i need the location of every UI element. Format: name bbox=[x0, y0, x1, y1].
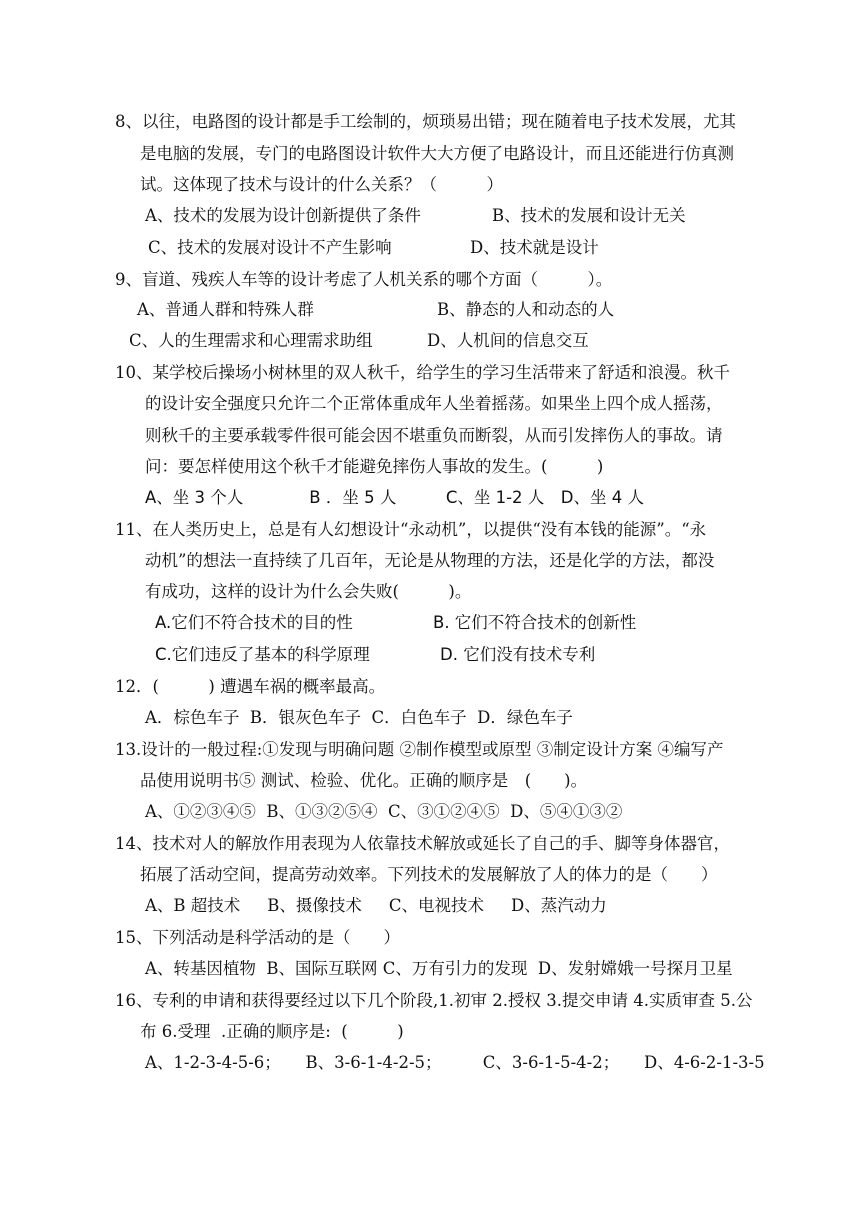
q13-stem-line-2: 品使用说明书⑤ 测试、检验、优化。正确的顺序是 ( )。 bbox=[140, 771, 588, 790]
q8-stem-line-3: 试。这体现了技术与设计的什么关系？（ ） bbox=[140, 175, 503, 194]
q10-stem-line-3: 则秋千的主要承载零件很可能会因不堪重负而断裂，从而引发摔伤人的事故。请 bbox=[145, 426, 723, 445]
q8-stem-line-2: 是电脑的发展，专门的电路图设计软件大大方便了电路设计，而且还能进行仿真测 bbox=[140, 144, 734, 163]
q15-stem-line-1: 15、下列活动是科学活动的是（ ） bbox=[115, 928, 400, 947]
q12-options: A．棕色车子 B．银灰色车子 C．白色车子 D．绿色车子 bbox=[145, 708, 573, 727]
q16-stem-line-2: 布 6.受理 .正确的顺序是: ( ) bbox=[140, 1022, 404, 1041]
q9-option-a: A、普通人群和特殊人群 bbox=[137, 300, 314, 319]
q16-options: A、1-2-3-4-5-6； B、3-6-1-4-2-5； C、3-6-1-5-4-2； D、4-6-2-1-3-5 bbox=[145, 1053, 765, 1072]
q14-options: A、B 超技术 B、摄像技术 C、电视技术 D、蒸汽动力 bbox=[145, 896, 607, 915]
q11-option-c: C.它们违反了基本的科学原理 bbox=[155, 645, 370, 664]
q10-stem-line-1: 10、某学校后操场小树林里的双人秋千，给学生的学习生活带来了舒适和浪漫。秋千 bbox=[115, 363, 730, 382]
q9-option-d: D、人机间的信息交互 bbox=[427, 331, 589, 350]
q16-stem-line-1: 16、专利的申请和获得要经过以下几个阶段,1.初审 2.授权 3.提交申请 4.实质审查 5.公 bbox=[115, 991, 753, 1010]
q11-stem-line-3: 有成功，这样的设计为什么会失败( )。 bbox=[145, 582, 472, 601]
q11-stem-line-1: 11、在人类历史上，总是有人幻想设计“永动机”，以提供“没有本钱的能源”。“永 bbox=[115, 520, 707, 539]
q11-option-a: A.它们不符合技术的目的性 bbox=[155, 613, 353, 632]
q13-options: A、①②③④⑤ B、①③②⑤④ C、③①②④⑤ D、⑤④①③② bbox=[145, 802, 623, 821]
q8-option-c: C、技术的发展对设计不产生影响 bbox=[148, 238, 392, 257]
q8-option-a: A、技术的发展为设计创新提供了条件 bbox=[145, 206, 421, 225]
q8-option-d: D、技术就是设计 bbox=[470, 238, 599, 257]
q11-stem-line-2: 动机”的想法一直持续了几百年，无论是从物理的方法，还是化学的方法，都没 bbox=[145, 551, 715, 570]
q8-stem-line-1: 8、以往，电路图的设计都是手工绘制的，烦琐易出错；现在随着电子技术发展，尤其 bbox=[115, 112, 736, 131]
q8-option-b: B、技术的发展和设计无关 bbox=[492, 206, 686, 225]
q10-stem-line-4: 问：要怎样使用这个秋千才能避免摔伤人事故的发生。( ) bbox=[145, 457, 604, 476]
q13-stem-line-1: 13.设计的一般过程:①发现与明确问题 ②制作模型或原型 ③制定设计方案 ④编写产 bbox=[115, 740, 724, 759]
q12-stem-line-1: 12．( ) 遭遇车祸的概率最高。 bbox=[115, 677, 386, 696]
q11-option-d: D. 它们没有技术专利 bbox=[440, 645, 596, 664]
q10-options: A、坐 3 个人 B ．坐 5 人 C、坐 1-2 人 D、坐 4 人 bbox=[145, 488, 644, 507]
q15-options: A、转基因植物 B、国际互联网 C、万有引力的发现 D、发射嫦娥一号探月卫星 bbox=[145, 959, 733, 978]
q14-stem-line-2: 拓展了活动空间，提高劳动效率。下列技术的发展解放了人的体力的是（ ） bbox=[140, 865, 718, 884]
q9-option-b: B、静态的人和动态的人 bbox=[437, 300, 615, 319]
q10-stem-line-2: 的设计安全强度只允许二个正常体重成年人坐着摇荡。如果坐上四个成人摇荡， bbox=[145, 394, 723, 413]
q9-stem-line-1: 9、盲道、残疾人车等的设计考虑了人机关系的哪个方面（ ）。 bbox=[115, 270, 613, 289]
q11-option-b: B. 它们不符合技术的创新性 bbox=[433, 613, 637, 632]
q14-stem-line-1: 14、技术对人的解放作用表现为人依靠技术解放或延长了自己的手、脚等身体器官， bbox=[115, 834, 730, 853]
q9-option-c: C、人的生理需求和心理需求助组 bbox=[129, 331, 373, 350]
